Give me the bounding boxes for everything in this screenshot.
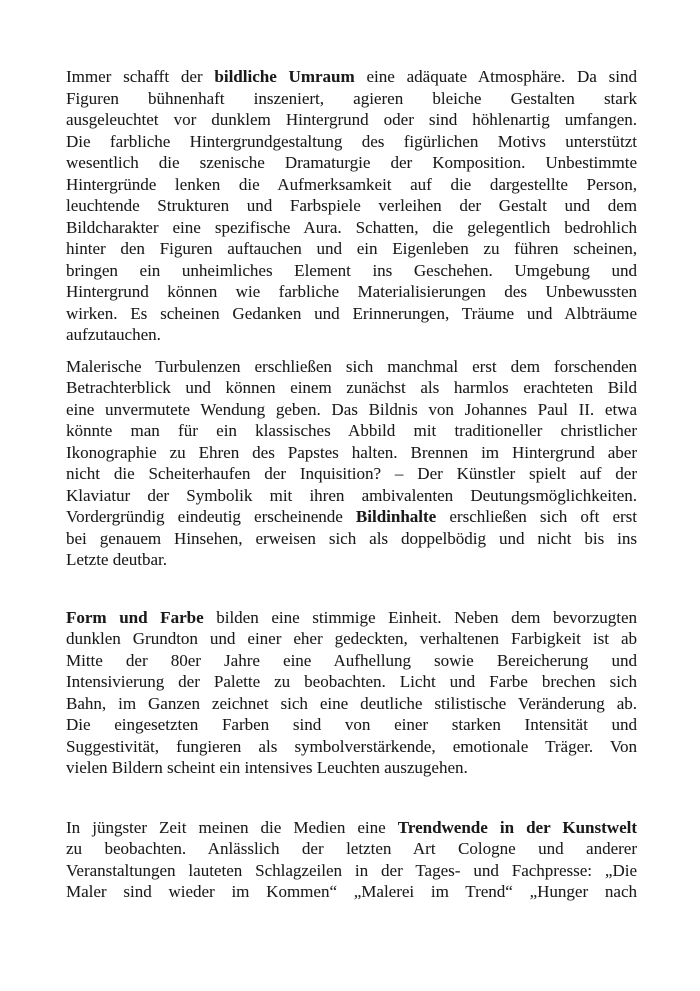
text-line: wesentlich die szenische Dramaturgie der Komposition. Unbestimmte — [66, 153, 637, 172]
text-line: Betrachterblick und können einem zunächst als harmlos erachteten Bild — [66, 378, 637, 397]
text-line: Ikonographie zu Ehren des Papstes halten. Brennen im Hintergrund aber — [66, 442, 637, 462]
text-segment: eine adäquate Atmosphäre. Da sind — [354, 67, 637, 86]
text-segment: Immer schafft der — [66, 67, 215, 86]
text-line — [66, 506, 637, 528]
paragraph-trendwende — [66, 817, 637, 903]
text-segment: Vordergründig eindeutig erscheinende — [66, 507, 356, 526]
paragraph-bildlicher-umraum — [66, 66, 637, 346]
bold-phrase: bildliche Umraum — [214, 67, 355, 86]
text-line — [66, 607, 637, 629]
paragraph-malerische-turbulenzen — [66, 356, 637, 571]
text-line: Hintergründe lenken die Aufmerksamkeit auf die dargestellte Person, — [66, 174, 637, 194]
text-line: nicht die Scheiterhaufen der Inquisition? – Der Künstler spielt auf der — [66, 464, 637, 483]
text-line: ausgeleuchtet vor dunklem Hintergrund oder sind höhlenartig umfangen. — [66, 110, 637, 129]
text-segment: bilden eine stimmige Einheit. Neben dem bevorzugten — [203, 607, 637, 627]
bold-phrase: Form und Farbe — [66, 607, 204, 627]
text-line: Mitte der 80er Jahre eine Aufhellung sowie Bereicherung und — [66, 650, 637, 670]
text-line: hinter den Figuren auftauchen und ein Eigenleben zu führen scheinen, — [66, 239, 637, 258]
text-line: wirken. Es scheinen Gedanken und Erinnerungen, Träume und Albträume — [66, 303, 637, 323]
bold-phrase: Trendwende in der Kunstwelt — [397, 817, 637, 837]
text-line: Letzte deutbar. — [66, 550, 168, 569]
text-line: Klaviatur der Symbolik mit ihren ambivalenten Deutungsmöglichkeiten. — [66, 485, 637, 505]
text-line: Die farbliche Hintergrundgestaltung des figürlichen Motivs unterstützt — [66, 131, 637, 151]
paragraph-form-und-farbe — [66, 607, 637, 779]
text-line: bei genauem Hinsehen, erweisen sich als doppelbödig und nicht bis ins — [66, 528, 637, 548]
document-body — [66, 66, 637, 903]
text-line: Malerische Turbulenzen erschließen sich manchmal erst dem forschenden — [66, 356, 637, 376]
text-line: zu beobachten. Anlässlich der letzten Art Cologne und anderer — [66, 839, 637, 858]
text-segment: In jüngster Zeit meinen die Medien eine — [66, 817, 398, 837]
text-line: dunklen Grundton und einer eher gedeckten, verhaltenen Farbigkeit ist ab — [66, 629, 637, 648]
text-line: Figuren bühnenhaft inszeniert, agieren bleiche Gestalten stark — [66, 88, 637, 108]
text-line: Intensivierung der Palette zu beobachten. Licht und Farbe brechen sich — [66, 672, 637, 691]
text-line: könnte man für ein klassisches Abbild mit traditioneller christlicher — [66, 421, 637, 440]
text-segment: erschließen sich oft erst — [436, 507, 637, 526]
text-line: eine unvermutete Wendung geben. Das Bildnis von Johannes Paul II. etwa — [66, 399, 637, 419]
text-line: Suggestivität, fungieren als symbolverstärkende, emotionale Träger. Von — [66, 736, 637, 756]
text-line: Bahn, im Ganzen zeichnet sich eine deutliche stilistische Veränderung ab. — [66, 693, 637, 713]
text-line: Die eingesetzten Farben sind von einer starken Intensität und — [66, 715, 637, 734]
text-line: Hintergrund können wie farbliche Materialisierungen des Unbewussten — [66, 282, 637, 301]
text-line: Maler sind wieder im Kommen“ „Malerei im Trend“ „Hunger nach — [66, 882, 637, 901]
text-line: vielen Bildern scheint ein intensives Leuchten auszugehen. — [66, 758, 468, 777]
text-line: leuchtende Strukturen und Farbspiele verleihen der Gestalt und dem — [66, 196, 637, 215]
text-line: Bildcharakter eine spezifische Aura. Schatten, die gelegentlich bedrohlich — [66, 217, 637, 237]
text-line: bringen ein unheimliches Element ins Geschehen. Umgebung und — [66, 260, 637, 280]
text-line: aufzutauchen. — [66, 325, 161, 344]
bold-phrase: Bildinhalte — [355, 507, 437, 526]
text-line: Veranstaltungen lauteten Schlagzeilen in der Tages- und Fachpresse: „Die — [66, 860, 637, 880]
text-line — [66, 817, 637, 839]
text-line — [66, 66, 637, 88]
